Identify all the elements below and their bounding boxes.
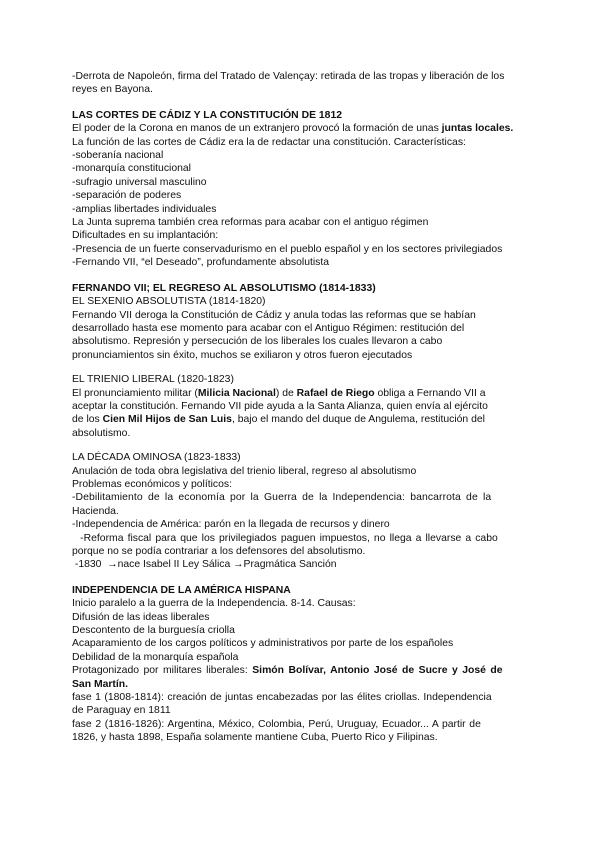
text-line: -Fernando VII, “el Deseado”, profundamente absolutista [72, 257, 330, 269]
section-heading: INDEPENDENCIA DE LA AMÉRICA HISPANA [72, 584, 291, 596]
text-line [72, 122, 530, 135]
list-item: -sufragio universal masculino [72, 176, 207, 188]
text-line: fase 2 (1816-1826): Argentina, México, Colombia, Perú, Uruguay, Ecuador... A partir de [72, 718, 481, 730]
bold-term: Milicia Nacional [197, 387, 276, 399]
document-body [72, 70, 530, 745]
list-item: -separación de poderes [72, 190, 182, 202]
text-line: -Debilitamiento de la economía por la Guerra de la Independencia: bancarrota de la [72, 492, 492, 504]
list-item: -monarquía constitucional [72, 163, 191, 175]
text-line: absolutismo. Represión y persecución de los liberales los cuales llevaron a cabo [72, 336, 443, 348]
america-section [72, 584, 530, 745]
text-run: obliga a Fernando VII a [374, 387, 486, 399]
text-line: -Presencia de un fuerte conservadurismo en el pueblo español y en los sectores privilegiados [72, 243, 503, 255]
bold-term: juntas locales. [441, 123, 514, 135]
text-line: de Paraguay en 1811 [72, 705, 171, 717]
text-line: Hacienda. [72, 505, 119, 517]
text-line: Dificultades en su implantación: [72, 230, 219, 242]
bold-term: Simón Bolívar, Antonio José de Sucre y José de [252, 665, 503, 677]
subsection-title: EL SEXENIO ABSOLUTISTA (1814-1820) [72, 296, 266, 308]
text-line: Difusión de las ideas liberales [72, 611, 210, 623]
text-line: -Derrota de Napoleón, firma del Tratado de Valençay: retirada de las tropas y liberación de los [72, 71, 505, 82]
text-line: aceptar la constitución. Fernando VII pide ayuda a la Santa Alianza, quien envía al ejército [72, 400, 488, 412]
text-line: Anulación de toda obra legislativa del trienio liberal, regreso al absolutismo [72, 465, 417, 477]
section-heading: FERNANDO VII; EL REGRESO AL ABSOLUTISMO (1814-1833) [72, 282, 376, 294]
text-line: Descontento de la burguesía criolla [72, 625, 235, 637]
intro-section [72, 70, 530, 97]
text-run: ) de [275, 387, 297, 399]
text-line: Fernando VII deroga la Constitución de Cádiz y anula todas las reformas que se habían [72, 309, 476, 321]
text-line: -Reforma fiscal para que los privilegiados paguen impuestos, no llega a llevarse a cabo [72, 532, 498, 544]
list-item: -amplias libertades individuales [72, 203, 217, 215]
subsection-title: EL TRIENIO LIBERAL (1820-1823) [72, 374, 234, 386]
text-run: Protagonizado por militares liberales: [72, 665, 253, 677]
bold-term: San Martín. [72, 678, 129, 690]
fernando-section [72, 282, 530, 572]
text-line: pronunciamientos sin éxito, muchos se exiliaron y otros fueron ejecutados [72, 349, 413, 361]
list-item: -soberanía nacional [72, 150, 164, 162]
text-line: La Junta suprema también crea reformas para acabar con el antiguo régimen [72, 217, 429, 229]
text-line: Debilidad de la monarquía española [72, 651, 239, 663]
subsection-title: LA DÉCADA OMINOSA (1823-1833) [72, 452, 241, 464]
text-line [72, 413, 530, 426]
text-run: de los [72, 414, 103, 426]
text-line: -1830 →nace Isabel II Ley Sálica →Pragmática Sanción [72, 559, 337, 571]
text-run: El pronunciamiento militar ( [72, 387, 198, 399]
text-line: Inicio paralelo a la guerra de la Independencia. 8-14. Causas: [72, 598, 356, 610]
text-line: La función de las cortes de Cádiz era la de redactar una constitución. Características: [72, 136, 466, 148]
text-line [72, 664, 530, 677]
bold-term: Rafael de Riego [296, 387, 375, 399]
cadiz-section [72, 109, 530, 270]
text-line: fase 1 (1808-1814): creación de juntas encabezadas por las élites criollas. Independencia [72, 692, 492, 704]
text-line: 1826, y hasta 1898, España solamente mantiene Cuba, Puerto Rico y Filipinas. [72, 732, 438, 744]
text-line [72, 387, 530, 400]
text-line: absolutismo. [72, 427, 131, 439]
text-run: , bajo el mando del duque de Angulema, restitución del [231, 414, 485, 426]
text-line: Acaparamiento de los cargos políticos y administrativos por parte de los españoles [72, 638, 454, 650]
bold-term: Cien Mil Hijos de San Luis [102, 414, 232, 426]
text-line: desarrollado hasta ese momento para acabar con el Antiguo Régimen: restitución del [72, 322, 465, 334]
text-line [72, 678, 530, 691]
section-heading: LAS CORTES DE CÁDIZ Y LA CONSTITUCIÓN DE 1812 [72, 109, 343, 121]
text-line: -Independencia de América: parón en la llegada de recursos y dinero [72, 519, 390, 531]
text-line: reyes en Bayona. [72, 84, 153, 96]
text-line: porque no se podía contrariar a los defensores del absolutismo. [72, 546, 366, 557]
text-line: Problemas económicos y políticos: [72, 478, 232, 490]
text-run: El poder de la Corona en manos de un extranjero provocó la formación de unas [72, 123, 442, 135]
